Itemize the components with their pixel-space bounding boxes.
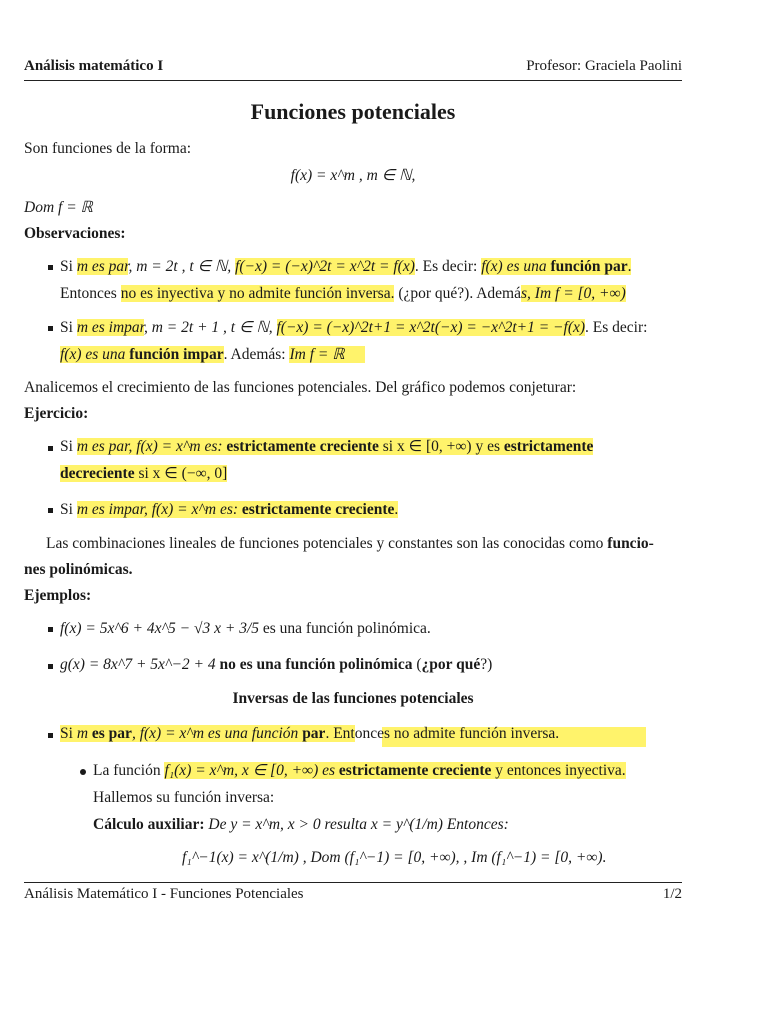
intro-text: Son funciones de la forma: <box>24 140 192 157</box>
sub-bullet-marker <box>80 769 86 775</box>
inverse-formula: f₁^−1(x) = x^(1/m) , Dom (f₁^−1) = [0, +∞), , Im (f₁^−1) = [0, +∞). <box>182 849 607 866</box>
ej-impar-line: Si m es impar, f(x) = x^m es: estrictamente creciente. <box>60 501 399 518</box>
footer-title: Análisis Matemático I - Funciones Potenciales <box>24 886 304 902</box>
ej-par-line2: decreciente si x ∈ (−∞, 0] <box>60 465 228 482</box>
page-title: Funciones potenciales <box>250 99 456 124</box>
main-formula: f(x) = x^m , m ∈ ℕ, <box>290 167 416 184</box>
observaciones-heading: Observaciones: <box>24 225 126 242</box>
professor-name: Profesor: Graciela Paolini <box>526 58 682 74</box>
obs-par-line2: Entonces no es inyectiva y no admite función inversa. (¿por qué?). Además, Im f = [0, +∞) <box>60 285 626 302</box>
course-title: Análisis matemático I <box>24 58 164 74</box>
ejemplo-1: f(x) = 5x^6 + 4x^5 − √3 x + 3/5 es una función polinómica. <box>60 620 431 637</box>
bullet-marker <box>48 508 53 513</box>
inv-par-line: Si m es par, f(x) = x^m es una función par. Entonces no admite función inversa. <box>60 725 560 742</box>
inv-sub-line3: Cálculo auxiliar: De y = x^m, x > 0 resulta x = y^(1/m) Entonces: <box>93 816 509 833</box>
combinaciones-line1: Las combinaciones lineales de funciones potenciales y constantes son las conocidas como funcio- <box>46 535 654 552</box>
inversas-heading: Inversas de las funciones potenciales <box>232 690 474 707</box>
obs-impar-line2: f(x) es una función impar. Además: Im f = ℝ <box>60 345 365 365</box>
ejemplos-heading: Ejemplos: <box>24 587 92 604</box>
inv-sub-line1: La función f₁(x) = x^m, x ∈ [0, +∞) es estrictamente creciente y entonces inyectiva. <box>93 762 626 779</box>
combinaciones-line2: nes polinómicas. <box>24 561 133 578</box>
inv-sub-line2: Hallemos su función inversa: <box>93 789 275 806</box>
footer-rule <box>24 882 682 883</box>
document-page <box>24 0 682 1024</box>
page-header <box>24 58 682 75</box>
bullet-marker <box>48 627 53 632</box>
ejemplo-2: g(x) = 8x^7 + 5x^−2 + 4 no es una función polinómica (¿por qué?) <box>60 656 493 673</box>
bullet-marker <box>48 326 53 331</box>
bullet-marker <box>48 446 53 451</box>
ejercicio-heading: Ejercicio: <box>24 405 89 422</box>
header-rule <box>24 80 682 81</box>
ej-par-line1: Si m es par, f(x) = x^m es: estrictamente creciente si x ∈ [0, +∞) y es estrictamente <box>60 438 594 455</box>
page-footer <box>24 886 682 903</box>
domain-line: Dom f = ℝ <box>24 199 93 216</box>
bullet-marker <box>48 733 53 738</box>
bullet-marker <box>48 664 53 669</box>
obs-impar-line1: Si m es impar, m = 2t + 1 , t ∈ ℕ, f(−x) = (−x)^2t+1 = x^2t(−x) = −x^2t+1 = −f(x). Es decir: <box>60 319 648 336</box>
bullet-marker <box>48 265 53 270</box>
page-number: 1/2 <box>662 886 682 902</box>
obs-par-line1: Si m es par, m = 2t , t ∈ ℕ, f(−x) = (−x)^2t = x^2t = f(x). Es decir: f(x) es una función par. <box>60 258 632 275</box>
crecimiento-text: Analicemos el crecimiento de las funciones potenciales. Del gráfico podemos conjeturar: <box>24 379 577 396</box>
